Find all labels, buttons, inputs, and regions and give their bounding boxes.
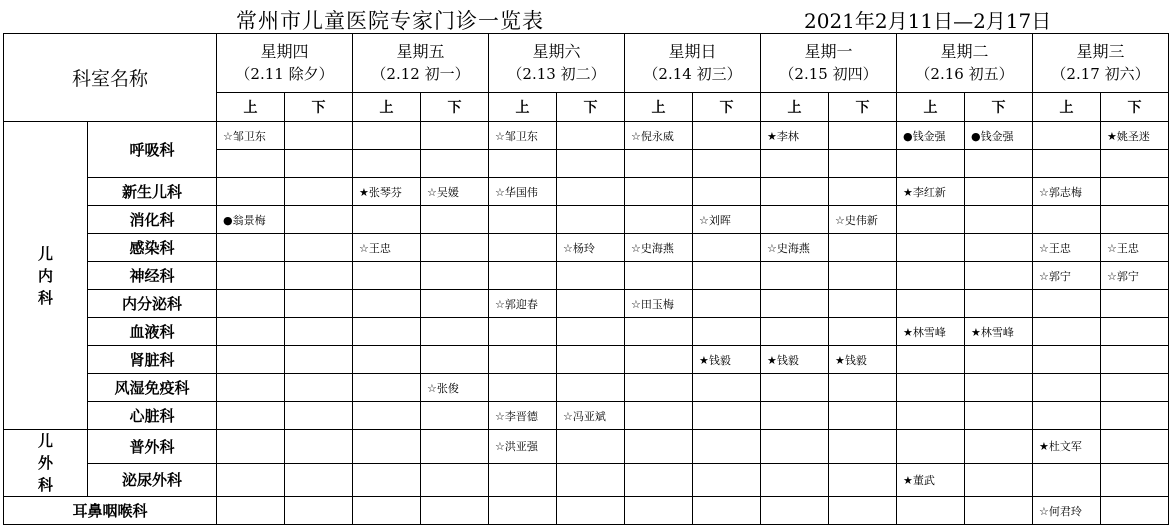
schedule-cell [965, 150, 1033, 178]
weekday-label: 星期五 [396, 42, 445, 61]
table-row [4, 430, 1169, 464]
schedule-cell [489, 463, 557, 497]
schedule-cell: ★杜文军 [1033, 430, 1101, 464]
schedule-cell [285, 430, 353, 464]
dept-name-header: 科室名称 [4, 34, 217, 122]
schedule-cell: ☆郭宁 [1101, 262, 1169, 290]
schedule-cell: ☆王忠 [353, 234, 421, 262]
schedule-cell: ☆郭迎春 [489, 290, 557, 318]
schedule-cell [625, 497, 693, 525]
schedule-cell [353, 122, 421, 150]
title-row [0, 0, 1174, 33]
date-label: （2.15 初四） [779, 65, 878, 83]
pm-header: 下 [965, 93, 1033, 122]
schedule-cell [353, 318, 421, 346]
schedule-cell [693, 497, 761, 525]
schedule-cell: ☆李晋德 [489, 402, 557, 430]
schedule-cell: ☆华国伟 [489, 178, 557, 206]
schedule-cell: ☆杨玲 [557, 234, 625, 262]
pm-header: 下 [557, 93, 625, 122]
schedule-cell [897, 290, 965, 318]
schedule-cell: ☆郭志梅 [1033, 178, 1101, 206]
schedule-cell [761, 206, 829, 234]
schedule-cell [625, 318, 693, 346]
schedule-cell [217, 402, 285, 430]
date-label: （2.17 初六） [1051, 65, 1150, 83]
schedule-cell [489, 234, 557, 262]
schedule-cell [761, 497, 829, 525]
day-header [489, 34, 625, 93]
schedule-cell [693, 178, 761, 206]
am-header: 上 [217, 93, 285, 122]
schedule-cell: ★李林 [761, 122, 829, 150]
schedule-cell [421, 122, 489, 150]
schedule-cell: ●翁景梅 [217, 206, 285, 234]
schedule-cell [421, 318, 489, 346]
schedule-cell [897, 262, 965, 290]
schedule-cell [1101, 402, 1169, 430]
schedule-cell [829, 262, 897, 290]
schedule-cell [625, 206, 693, 234]
schedule-cell [489, 374, 557, 402]
schedule-cell [761, 463, 829, 497]
schedule-cell [965, 374, 1033, 402]
schedule-cell [1033, 402, 1101, 430]
schedule-cell [965, 290, 1033, 318]
schedule-cell [965, 262, 1033, 290]
schedule-cell [1101, 374, 1169, 402]
schedule-cell [285, 497, 353, 525]
schedule-cell [353, 150, 421, 178]
weekday-label: 星期二 [940, 42, 989, 61]
schedule-cell: ☆郭宁 [1033, 262, 1101, 290]
dept-name: 神经科 [88, 262, 217, 290]
schedule-cell [829, 150, 897, 178]
schedule-cell: ★钱毅 [761, 346, 829, 374]
table-row [4, 402, 1169, 430]
schedule-cell [897, 402, 965, 430]
date-label: （2.12 初一） [371, 65, 470, 83]
dept-name: 血液科 [88, 318, 217, 346]
schedule-table [3, 33, 1169, 525]
schedule-cell [217, 262, 285, 290]
schedule-cell [353, 290, 421, 318]
schedule-cell [693, 402, 761, 430]
schedule-cell [489, 497, 557, 525]
schedule-cell [285, 178, 353, 206]
schedule-cell [625, 346, 693, 374]
schedule-cell [217, 318, 285, 346]
schedule-cell: ●钱金强 [897, 122, 965, 150]
schedule-cell [1033, 290, 1101, 318]
schedule-cell [557, 150, 625, 178]
table-row [4, 318, 1169, 346]
schedule-cell [421, 402, 489, 430]
schedule-cell [421, 346, 489, 374]
group-char: 内 [37, 266, 53, 285]
pm-header: 下 [421, 93, 489, 122]
schedule-cell [1033, 346, 1101, 374]
schedule-cell [285, 374, 353, 402]
dept-name: 风湿免疫科 [88, 374, 217, 402]
schedule-cell [1033, 122, 1101, 150]
schedule-cell: ★李红新 [897, 178, 965, 206]
dept-name: 内分泌科 [88, 290, 217, 318]
schedule-cell [421, 290, 489, 318]
schedule-cell: ★钱毅 [829, 346, 897, 374]
schedule-cell [625, 178, 693, 206]
table-row [4, 346, 1169, 374]
schedule-cell [1033, 318, 1101, 346]
schedule-cell [897, 206, 965, 234]
schedule-cell [1101, 178, 1169, 206]
schedule-cell [897, 234, 965, 262]
schedule-cell [761, 178, 829, 206]
date-range: 2021年2月11日—2月17日 [804, 9, 1052, 33]
schedule-cell [693, 374, 761, 402]
schedule-cell [693, 430, 761, 464]
page-title: 常州市儿童医院专家门诊一览表 [236, 9, 544, 33]
schedule-cell [1101, 290, 1169, 318]
date-label: （2.11 除夕） [235, 65, 334, 83]
schedule-cell [353, 262, 421, 290]
day-header [217, 34, 353, 93]
schedule-cell: ☆史海燕 [625, 234, 693, 262]
schedule-cell [761, 318, 829, 346]
day-header [1033, 34, 1169, 93]
schedule-cell [625, 402, 693, 430]
date-label: （2.14 初三） [643, 65, 742, 83]
table-row [4, 374, 1169, 402]
schedule-cell: ●钱金强 [965, 122, 1033, 150]
schedule-cell [965, 430, 1033, 464]
table-row [4, 463, 1169, 497]
schedule-cell [1033, 150, 1101, 178]
schedule-cell [557, 430, 625, 464]
schedule-cell [693, 234, 761, 262]
schedule-cell: ☆史海燕 [761, 234, 829, 262]
schedule-cell [761, 262, 829, 290]
day-header [625, 34, 761, 93]
schedule-cell [285, 318, 353, 346]
schedule-cell [897, 346, 965, 374]
schedule-cell [693, 150, 761, 178]
schedule-cell [557, 374, 625, 402]
schedule-cell [217, 178, 285, 206]
schedule-cell [761, 150, 829, 178]
day-header [353, 34, 489, 93]
schedule-cell [217, 290, 285, 318]
schedule-cell [965, 178, 1033, 206]
schedule-cell [1101, 206, 1169, 234]
schedule-cell [829, 374, 897, 402]
schedule-cell [829, 402, 897, 430]
schedule-cell: ★姚圣迷 [1101, 122, 1169, 150]
schedule-cell [421, 206, 489, 234]
date-label: （2.16 初五） [915, 65, 1014, 83]
schedule-cell: ☆洪亚强 [489, 430, 557, 464]
pm-header: 下 [285, 93, 353, 122]
day-header [897, 34, 1033, 93]
schedule-cell [285, 402, 353, 430]
schedule-cell [829, 463, 897, 497]
schedule-cell [693, 122, 761, 150]
dept-name: 心脏科 [88, 402, 217, 430]
schedule-cell: ☆张俊 [421, 374, 489, 402]
date-label: （2.13 初二） [507, 65, 606, 83]
schedule-cell [353, 206, 421, 234]
schedule-cell [1101, 430, 1169, 464]
schedule-cell [489, 318, 557, 346]
schedule-cell [965, 234, 1033, 262]
schedule-cell: ☆邹卫东 [217, 122, 285, 150]
schedule-cell [421, 234, 489, 262]
schedule-cell [285, 234, 353, 262]
schedule-cell [829, 430, 897, 464]
weekday-label: 星期六 [532, 42, 581, 61]
dept-name: 新生儿科 [88, 178, 217, 206]
group-label-internal [4, 122, 88, 430]
schedule-cell [829, 178, 897, 206]
schedule-cell [285, 122, 353, 150]
schedule-cell: ☆史伟新 [829, 206, 897, 234]
schedule-cell [693, 262, 761, 290]
schedule-cell [217, 346, 285, 374]
schedule-cell [557, 497, 625, 525]
group-char: 科 [37, 288, 53, 307]
schedule-cell [557, 178, 625, 206]
schedule-cell [557, 318, 625, 346]
dept-name: 泌尿外科 [88, 463, 217, 497]
schedule-cell: ★钱毅 [693, 346, 761, 374]
schedule-cell [897, 497, 965, 525]
am-header: 上 [353, 93, 421, 122]
schedule-cell [285, 346, 353, 374]
schedule-cell [693, 290, 761, 318]
schedule-cell [285, 206, 353, 234]
schedule-cell [217, 430, 285, 464]
schedule-cell [761, 374, 829, 402]
schedule-cell [285, 262, 353, 290]
schedule-cell [217, 374, 285, 402]
schedule-cell [965, 402, 1033, 430]
schedule-cell: ☆冯亚斌 [557, 402, 625, 430]
schedule-cell [897, 150, 965, 178]
schedule-cell [421, 262, 489, 290]
schedule-cell: ☆倪永威 [625, 122, 693, 150]
table-row [4, 122, 1169, 150]
schedule-cell [557, 463, 625, 497]
dept-name: 呼吸科 [88, 122, 217, 178]
schedule-cell [965, 346, 1033, 374]
schedule-cell [829, 497, 897, 525]
schedule-cell: ☆刘晖 [693, 206, 761, 234]
schedule-cell [353, 497, 421, 525]
schedule-cell [1033, 206, 1101, 234]
table-row [4, 178, 1169, 206]
schedule-cell [625, 430, 693, 464]
schedule-cell [761, 290, 829, 318]
table-row [4, 262, 1169, 290]
schedule-cell [217, 234, 285, 262]
schedule-cell [557, 122, 625, 150]
schedule-cell [761, 430, 829, 464]
schedule-cell [353, 374, 421, 402]
group-char: 儿 [37, 244, 53, 263]
day-header [761, 34, 897, 93]
schedule-cell [829, 290, 897, 318]
schedule-cell [625, 150, 693, 178]
schedule-cell [489, 206, 557, 234]
schedule-cell [557, 346, 625, 374]
dept-name: 感染科 [88, 234, 217, 262]
schedule-cell [217, 497, 285, 525]
schedule-cell [625, 374, 693, 402]
schedule-cell: ☆田玉梅 [625, 290, 693, 318]
schedule-cell [489, 150, 557, 178]
schedule-cell [353, 346, 421, 374]
schedule-cell: ☆王忠 [1101, 234, 1169, 262]
schedule-cell: ★张琴芬 [353, 178, 421, 206]
schedule-cell [421, 463, 489, 497]
schedule-cell: ☆王忠 [1033, 234, 1101, 262]
schedule-cell [421, 497, 489, 525]
schedule-cell [829, 318, 897, 346]
schedule-cell [489, 262, 557, 290]
dept-name: 消化科 [88, 206, 217, 234]
schedule-cell: ★林雪峰 [965, 318, 1033, 346]
am-header: 上 [489, 93, 557, 122]
header-row-days [4, 34, 1169, 93]
schedule-cell [217, 463, 285, 497]
am-header: 上 [1033, 93, 1101, 122]
schedule-cell [1101, 463, 1169, 497]
pm-header: 下 [693, 93, 761, 122]
schedule-cell [285, 463, 353, 497]
schedule-cell [217, 150, 285, 178]
group-char: 儿 [37, 432, 53, 450]
schedule-cell [897, 374, 965, 402]
schedule-cell: ☆邹卫东 [489, 122, 557, 150]
schedule-cell [693, 463, 761, 497]
schedule-cell [353, 430, 421, 464]
weekday-label: 星期四 [260, 42, 309, 61]
schedule-cell [285, 290, 353, 318]
schedule-cell [285, 150, 353, 178]
schedule-cell: ☆何君玲 [1033, 497, 1101, 525]
schedule-cell [693, 318, 761, 346]
schedule-cell [625, 463, 693, 497]
table-row [4, 234, 1169, 262]
schedule-cell: ☆吴媛 [421, 178, 489, 206]
schedule-cell [353, 402, 421, 430]
dept-name: 普外科 [88, 430, 217, 464]
schedule-cell [897, 430, 965, 464]
schedule-cell [761, 402, 829, 430]
pm-header: 下 [1101, 93, 1169, 122]
schedule-cell [557, 290, 625, 318]
pm-header: 下 [829, 93, 897, 122]
schedule-cell [1101, 318, 1169, 346]
am-header: 上 [625, 93, 693, 122]
schedule-cell [421, 430, 489, 464]
table-row [4, 206, 1169, 234]
schedule-cell [965, 206, 1033, 234]
schedule-cell [965, 497, 1033, 525]
schedule-cell [1033, 374, 1101, 402]
weekday-label: 星期一 [804, 42, 853, 61]
table-row [4, 290, 1169, 318]
schedule-cell [625, 262, 693, 290]
am-header: 上 [761, 93, 829, 122]
schedule-cell [1101, 346, 1169, 374]
schedule-cell: ★林雪峰 [897, 318, 965, 346]
group-label-surgical [4, 430, 88, 497]
schedule-cell [557, 262, 625, 290]
schedule-cell [353, 463, 421, 497]
schedule-cell: ★董武 [897, 463, 965, 497]
dept-name: 肾脏科 [88, 346, 217, 374]
schedule-cell [421, 150, 489, 178]
dept-name: 耳鼻咽喉科 [4, 497, 217, 525]
schedule-cell [489, 346, 557, 374]
schedule-cell [965, 463, 1033, 497]
schedule-cell [1033, 463, 1101, 497]
schedule-cell [1101, 150, 1169, 178]
schedule-cell [557, 206, 625, 234]
schedule-cell [1101, 497, 1169, 525]
table-row [4, 497, 1169, 525]
schedule-cell [829, 122, 897, 150]
weekday-label: 星期日 [668, 42, 717, 61]
group-char: 科 [37, 476, 53, 494]
weekday-label: 星期三 [1076, 42, 1125, 61]
am-header: 上 [897, 93, 965, 122]
group-char: 外 [37, 454, 53, 472]
schedule-cell [829, 234, 897, 262]
